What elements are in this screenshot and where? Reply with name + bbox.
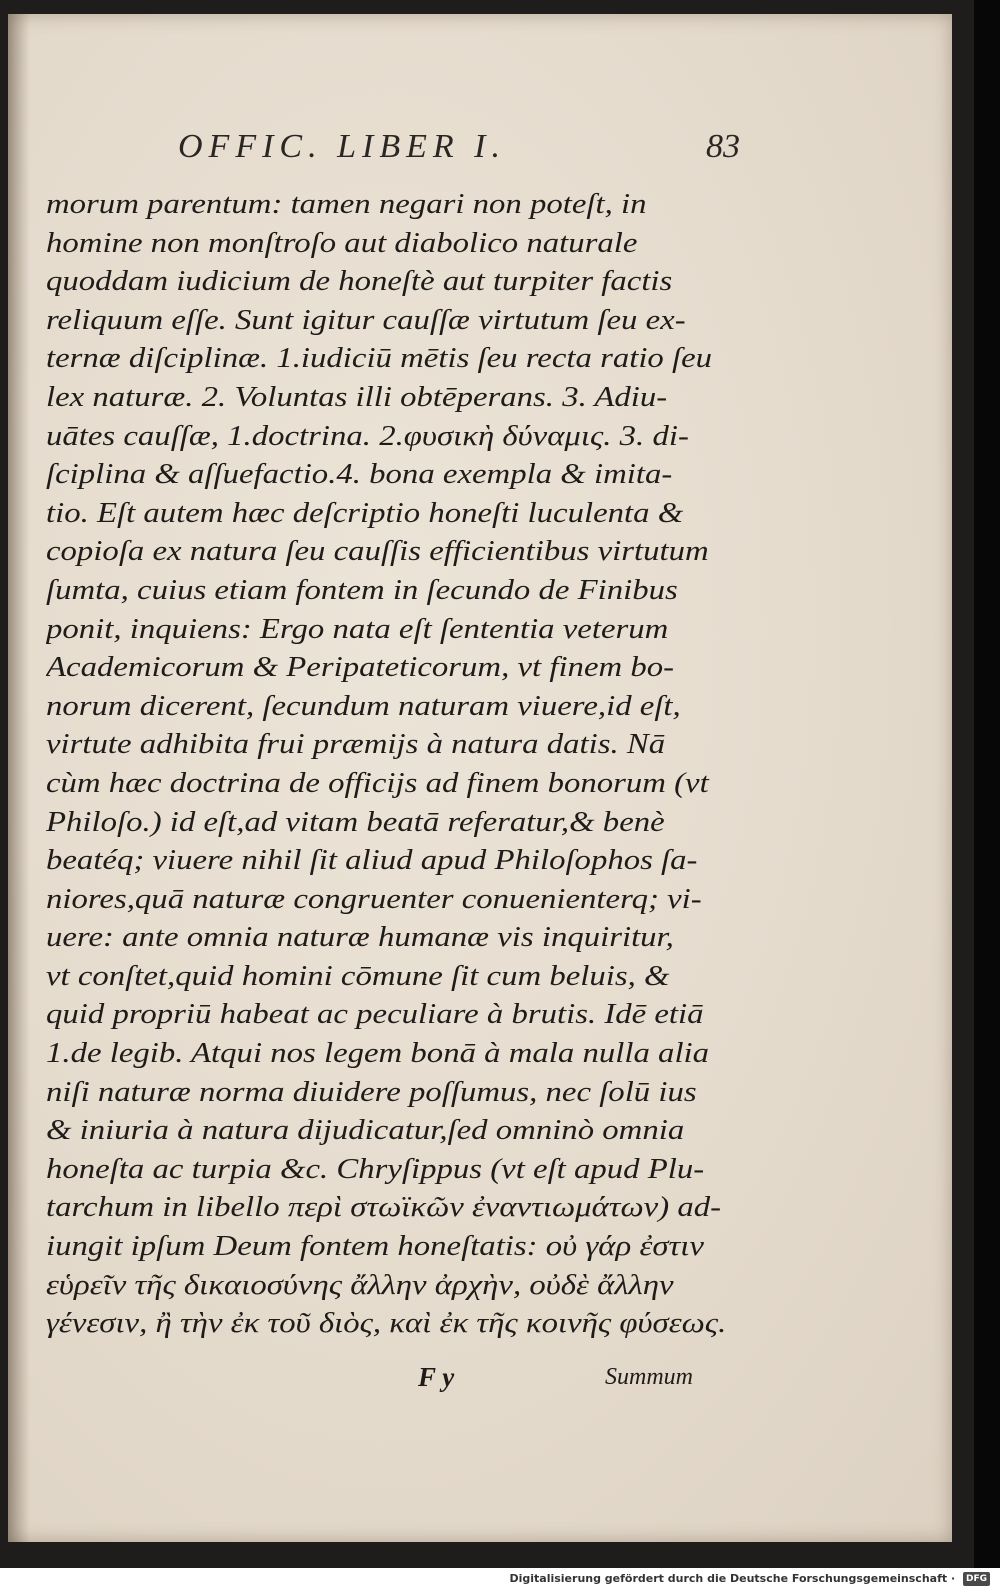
text-line: iungit ipſum Deum fontem honeſtatis: οὐ γάρ ἐστιν — [46, 1231, 704, 1263]
text-line: cùm hæc doctrina de officijs ad finem bonorum (vt — [46, 767, 709, 799]
text-line: tio. Eſt autem hæc deſcriptio honeſti luculenta & — [46, 497, 684, 529]
text-line: Academicorum & Peripateticorum, vt finem bo- — [46, 652, 675, 684]
text-line: uere: ante omnia naturæ humanæ vis inquiritur, — [46, 922, 674, 954]
text-line: & iniuria à natura dijudicatur,ſed omninò omnia — [46, 1115, 685, 1147]
digitization-credit — [509, 1570, 990, 1588]
text-line: lex naturæ. 2. Voluntas illi obtēperans. 3. Adiu- — [46, 381, 668, 413]
body-text — [46, 186, 736, 1344]
text-line: beatéq; viuere nihil ſit aliud apud Philoſophos ſa- — [46, 845, 698, 877]
running-head-title: OFFIC. LIBER I. — [178, 128, 506, 165]
text-line: Philoſo.) id eſt,ad vitam beatā referatur,& benè — [46, 806, 665, 838]
text-line: copioſa ex natura ſeu cauſſis efficientibus virtutum — [46, 536, 709, 568]
text-line: reliquum eſſe. Sunt igitur cauſſæ virtutum ſeu ex- — [46, 304, 686, 336]
text-line: ponit, inquiens: Ergo nata eſt ſententia veterum — [46, 613, 669, 645]
running-head — [170, 128, 740, 174]
text-line: quid propriū habeat ac peculiare à brutis. Idē etiā — [46, 999, 704, 1031]
text-line: ſciplina & aſſuefactio.4. bona exempla & imita- — [46, 459, 673, 491]
credit-text: Digitalisierung gefördert durch die Deutsche Forschungsgemeinschaft · — [509, 1572, 956, 1585]
text-line: niſi naturæ norma diuidere poſſumus, nec ſolū ius — [46, 1076, 697, 1108]
page-gutter-shadow — [8, 14, 30, 1542]
text-line: 1.de legib. Atqui nos legem bonā à mala nulla alia — [46, 1038, 710, 1070]
text-line: γένεσιν, ἢ τὴν ἐκ τοῦ διὸς, καὶ ἐκ τῆς κοινῆς φύσεως. — [46, 1308, 727, 1340]
text-line: tarchum in libello περὶ στωϊκῶν ἐναντιωμάτων) ad- — [46, 1192, 722, 1224]
text-line: vt conſtet,quid homini cōmune ſit cum beluis, & — [46, 960, 670, 992]
text-line: honeſta ac turpia &c. Chryſippus (vt eſt apud Plu- — [46, 1153, 705, 1185]
text-line: ternæ diſciplinæ. 1.iudiciū mētis ſeu recta ratio ſeu — [46, 343, 713, 375]
dfg-logo: DFG — [963, 1572, 990, 1586]
text-line: εὑρεῖν τῆς δικαιοσύνης ἄλλην ἀρχὴν, οὐδὲ ἄλλην — [46, 1269, 674, 1301]
text-line: virtute adhibita frui præmijs à natura datis. Nā — [46, 729, 666, 761]
scan-edge — [974, 0, 1000, 1568]
page-number: 83 — [706, 128, 740, 165]
catchword: Summum — [605, 1364, 693, 1390]
text-line: morum parentum: tamen negari non poteſt, in — [46, 189, 647, 220]
text-line: niores,quā naturæ congruenter conuenienterq; vi- — [46, 883, 702, 915]
signature-mark: F y — [418, 1362, 455, 1392]
text-line: norum dicerent, ſecundum naturam viuere,id eſt, — [46, 690, 681, 722]
text-line: uātes cauſſæ, 1.doctrina. 2.φυσικὴ δύναμις. 3. di- — [46, 420, 689, 452]
text-line: homine non monſtroſo aut diabolico naturale — [46, 227, 638, 259]
text-line: ſumta, cuius etiam fontem in ſecundo de Finibus — [46, 574, 678, 606]
text-line: quoddam iudicium de honeſtè aut turpiter factis — [46, 266, 673, 298]
